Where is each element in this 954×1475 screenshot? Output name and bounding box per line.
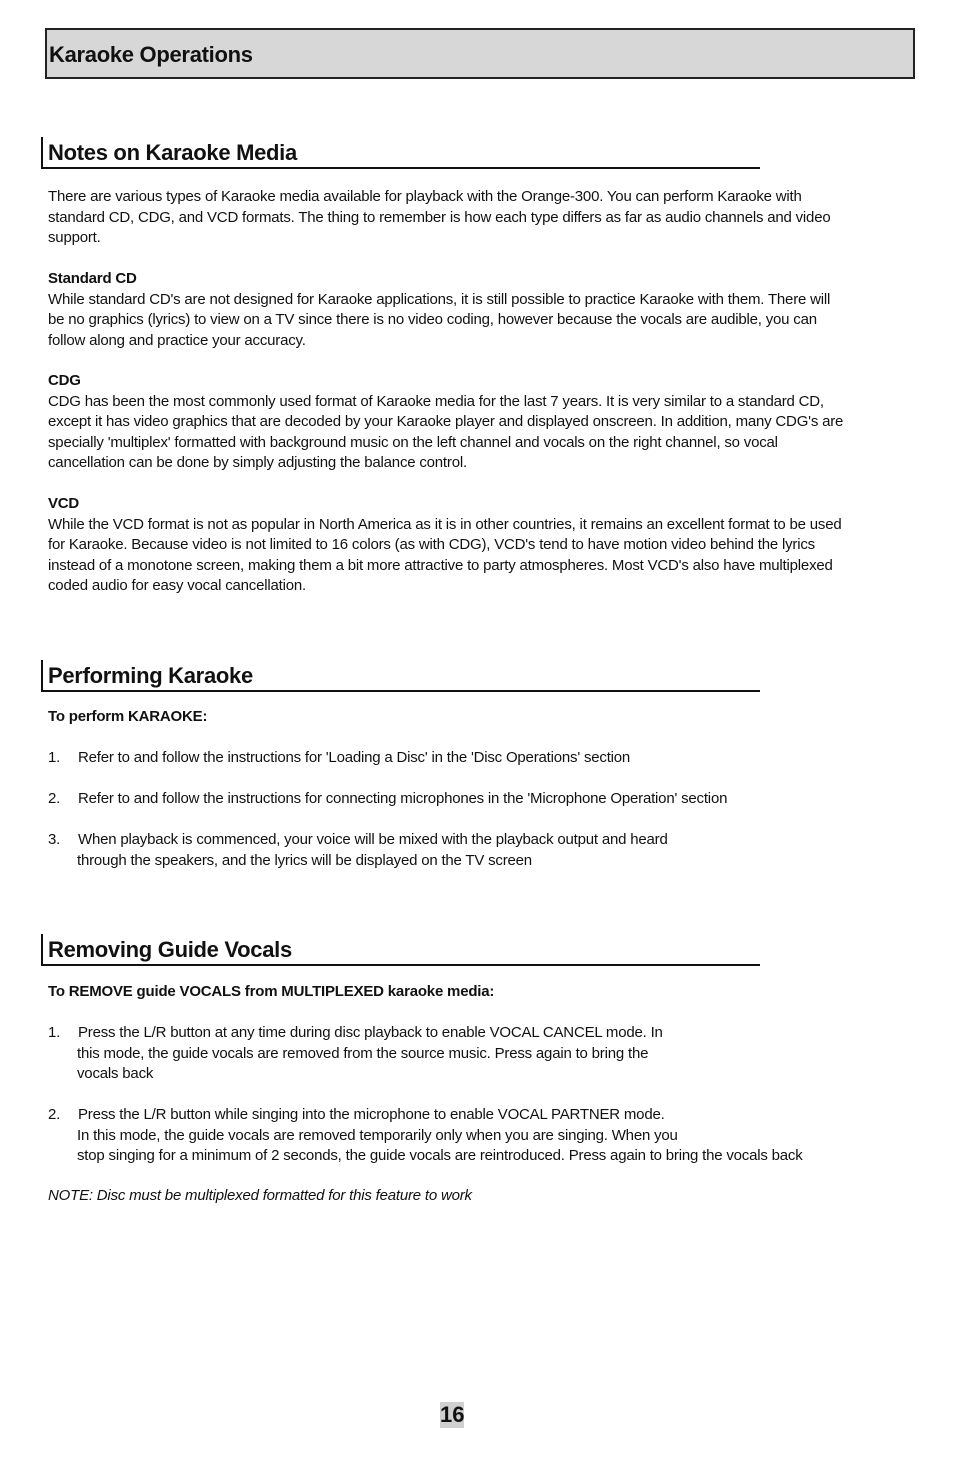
removing-note: NOTE: Disc must be multiplexed formatted for this feature to work <box>48 1187 472 1204</box>
performing-subheading: To perform KARAOKE: <box>48 708 208 725</box>
section-notes-title: Notes on Karaoke Media <box>48 140 297 165</box>
notes-intro-line: There are various types of Karaoke media available for playback with the Orange-300. You can perform Karaoke with <box>48 188 802 205</box>
section-removing-heading <box>41 934 760 966</box>
step-text: When playback is commenced, your voice will be mixed with the playback output and heard <box>78 831 668 848</box>
step-text: this mode, the guide vocals are removed from the source music. Press again to bring the <box>77 1044 649 1062</box>
step-text: Refer to and follow the instructions for connecting microphones in the 'Microphone Operation' section <box>78 790 728 807</box>
standard-cd-line: be no graphics (lyrics) to view on a TV since there is no video coding, however because the vocals are audible, you can <box>48 311 817 328</box>
standard-cd-line: While standard CD's are not designed for Karaoke applications, it is still possible to practice Karaoke with them. There will <box>48 290 831 308</box>
step-text: In this mode, the guide vocals are removed temporarily only when you are singing. When you <box>77 1126 678 1144</box>
vcd-line: While the VCD format is not as popular in North America as it is in other countries, it remains an excellent format to be used <box>48 515 842 533</box>
standard-cd-line: follow along and practice your accuracy. <box>48 331 306 349</box>
step-text: through the speakers, and the lyrics will be displayed on the TV screen <box>77 851 532 869</box>
removing-subheading: To REMOVE guide VOCALS from MULTIPLEXED karaoke media: <box>48 983 495 1000</box>
section-performing-heading <box>41 660 760 692</box>
vcd-heading: VCD <box>48 495 80 512</box>
standard-cd-block <box>48 269 830 351</box>
cdg-line: cancellation can be done by simply adjusting the balance control. <box>48 454 467 471</box>
step-number: 1. <box>48 749 61 766</box>
vcd-block <box>48 494 842 597</box>
section-notes-heading <box>41 137 760 169</box>
page-number: 16 <box>440 1402 465 1427</box>
step-text: stop singing for a minimum of 2 seconds, the guide vocals are reintroduced. Press again to bring the vocals back <box>77 1147 803 1164</box>
cdg-heading: CDG <box>48 372 81 389</box>
cdg-line: specially 'multiplex' formatted with background music on the left channel and vocals on the right channel, so vocal <box>48 433 778 451</box>
step-number: 1. <box>48 1024 61 1041</box>
removing-step <box>48 1105 803 1167</box>
cdg-line: CDG has been the most commonly used format of Karaoke media for the last 7 years. It is very similar to a standard CD, <box>48 392 824 410</box>
cdg-line: except it has video graphics that are decoded by your Karaoke player and displayed onscreen. In addition, many CDG's are <box>48 413 844 430</box>
step-number: 2. <box>48 790 61 807</box>
section-removing-title: Removing Guide Vocals <box>48 937 292 962</box>
vcd-line: coded audio for easy vocal cancellation. <box>48 577 307 594</box>
notes-intro-line: standard CD, CDG, and VCD formats. The thing to remember is how each type differs as far as audio channels and video <box>48 208 831 226</box>
standard-cd-heading: Standard CD <box>48 270 137 287</box>
performing-step <box>48 830 668 871</box>
section-performing-title: Performing Karaoke <box>48 663 253 688</box>
step-text: Refer to and follow the instructions for 'Loading a Disc' in the 'Disc Operations' section <box>78 749 631 766</box>
performing-step <box>48 789 727 810</box>
step-text: vocals back <box>77 1065 154 1082</box>
notes-intro-line: support. <box>48 229 101 246</box>
vcd-line: for Karaoke. Because video is not limited to 16 colors (as with CDG), VCD's tend to have motion video behind the lyrics <box>48 536 815 553</box>
removing-step <box>48 1023 663 1085</box>
cdg-block <box>48 371 843 474</box>
step-number: 2. <box>48 1106 61 1123</box>
notes-intro <box>48 187 831 249</box>
step-text: Press the L/R button while singing into the microphone to enable VOCAL PARTNER mode. <box>78 1106 665 1123</box>
performing-step <box>48 748 630 769</box>
page-title: Karaoke Operations <box>49 42 253 67</box>
vcd-line: instead of a monotone screen, making them a bit more attractive to party atmospheres. Most VCD's also have multiplexed <box>48 556 833 574</box>
page-header <box>45 28 915 79</box>
step-number: 3. <box>48 831 61 848</box>
step-text: Press the L/R button at any time during disc playback to enable VOCAL CANCEL mode. In <box>78 1024 663 1041</box>
